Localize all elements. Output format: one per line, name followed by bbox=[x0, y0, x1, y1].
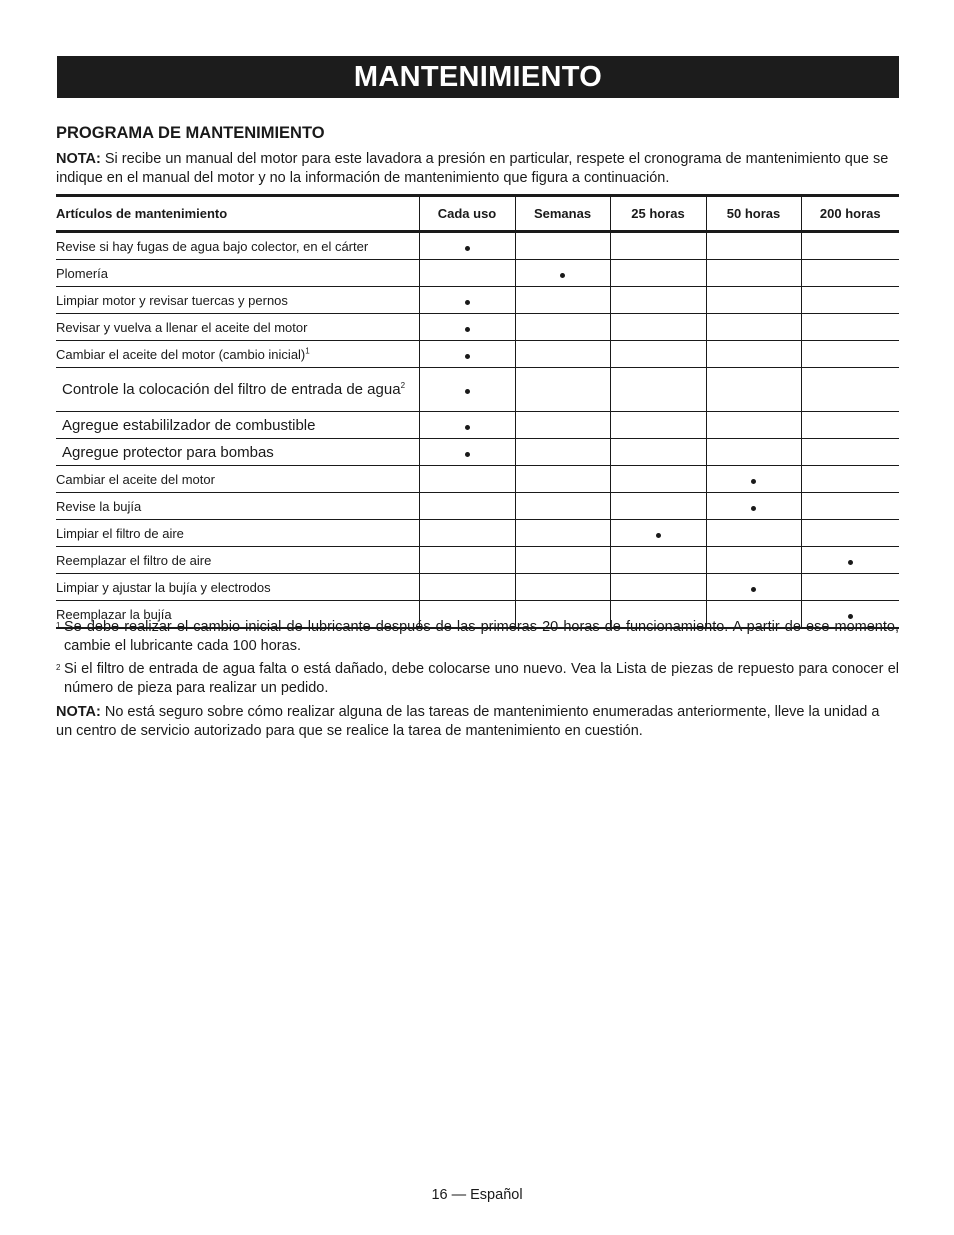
table-row bbox=[56, 547, 899, 574]
column-header-weeks: Semanas bbox=[515, 196, 610, 232]
schedule-cell bbox=[419, 287, 515, 314]
schedule-cell bbox=[706, 341, 801, 368]
service-note bbox=[56, 703, 898, 740]
bullet-mark-icon bbox=[751, 479, 756, 484]
schedule-cell bbox=[706, 232, 801, 260]
maintenance-item-label: Limpiar motor y revisar tuercas y pernos bbox=[56, 293, 288, 308]
table-row bbox=[56, 341, 899, 368]
footnote-reference: 2 bbox=[400, 381, 406, 390]
schedule-cell bbox=[419, 547, 515, 574]
bullet-mark-icon bbox=[465, 327, 470, 332]
footnote-marker: 2 bbox=[56, 663, 61, 672]
page-banner-title: MANTENIMIENTO bbox=[57, 56, 899, 98]
maintenance-item-cell bbox=[56, 287, 419, 314]
table-row bbox=[56, 466, 899, 493]
bullet-mark-icon bbox=[656, 533, 661, 538]
bullet-mark-icon bbox=[751, 587, 756, 592]
maintenance-item-cell bbox=[56, 574, 419, 601]
footnote-marker: 1 bbox=[56, 621, 61, 630]
schedule-cell bbox=[515, 574, 610, 601]
schedule-cell bbox=[610, 574, 706, 601]
maintenance-item-cell bbox=[56, 520, 419, 547]
table-row bbox=[56, 412, 899, 439]
schedule-cell bbox=[419, 260, 515, 287]
schedule-cell bbox=[419, 493, 515, 520]
bullet-mark-icon bbox=[560, 273, 565, 278]
bullet-mark-icon bbox=[465, 452, 470, 457]
schedule-cell bbox=[706, 260, 801, 287]
schedule-cell bbox=[706, 466, 801, 493]
note-text: Si recibe un manual del motor para este lavadora a presión en particular, respete el cronograma de mantenimiento que se indique en el manual del motor y no la información de mantenimiento que figura a continuación. bbox=[56, 151, 889, 186]
maintenance-item-label: Reemplazar la bujía bbox=[56, 607, 172, 622]
schedule-cell bbox=[610, 412, 706, 439]
bullet-mark-icon bbox=[465, 246, 470, 251]
schedule-cell bbox=[706, 412, 801, 439]
maintenance-item-cell bbox=[56, 466, 419, 493]
bullet-mark-icon bbox=[465, 389, 470, 394]
schedule-cell bbox=[515, 412, 610, 439]
schedule-cell bbox=[419, 574, 515, 601]
schedule-cell bbox=[801, 232, 899, 260]
schedule-cell bbox=[706, 520, 801, 547]
page-footer: 16 — Español bbox=[431, 1187, 523, 1203]
schedule-cell bbox=[610, 520, 706, 547]
column-header-item: Artículos de mantenimiento bbox=[56, 196, 419, 232]
maintenance-note bbox=[56, 150, 898, 187]
maintenance-item-label: Revise la bujía bbox=[56, 499, 142, 514]
schedule-cell bbox=[610, 368, 706, 412]
schedule-cell bbox=[515, 493, 610, 520]
schedule-cell bbox=[801, 341, 899, 368]
schedule-cell bbox=[801, 368, 899, 412]
schedule-cell bbox=[419, 341, 515, 368]
maintenance-item-label: Reemplazar el filtro de aire bbox=[56, 553, 212, 568]
schedule-cell bbox=[610, 439, 706, 466]
schedule-cell bbox=[801, 520, 899, 547]
maintenance-item-label: Revise si hay fugas de agua bajo colector, en el cárter bbox=[56, 239, 369, 254]
schedule-cell bbox=[801, 439, 899, 466]
maintenance-item-cell bbox=[56, 314, 419, 341]
schedule-cell bbox=[515, 341, 610, 368]
schedule-cell bbox=[801, 547, 899, 574]
schedule-cell bbox=[706, 439, 801, 466]
maintenance-item-label: Plomería bbox=[56, 266, 109, 281]
footnote-reference: 1 bbox=[305, 346, 310, 356]
table-row bbox=[56, 232, 899, 260]
footnote-2 bbox=[56, 660, 899, 698]
bullet-mark-icon bbox=[465, 425, 470, 430]
note-text: No está seguro sobre cómo realizar alguna de las tareas de mantenimiento enumeradas anteriormente, lleve la unidad a un centro de servicio autorizado para que se realice la tarea de mantenimiento en cuestión. bbox=[56, 704, 880, 739]
table-row bbox=[56, 520, 899, 547]
schedule-cell bbox=[801, 260, 899, 287]
schedule-cell bbox=[419, 368, 515, 412]
note-label: NOTA: bbox=[56, 151, 101, 167]
schedule-cell bbox=[706, 574, 801, 601]
schedule-cell bbox=[801, 287, 899, 314]
schedule-cell bbox=[610, 547, 706, 574]
schedule-cell bbox=[515, 466, 610, 493]
table-row bbox=[56, 493, 899, 520]
maintenance-item-cell bbox=[56, 260, 419, 287]
maintenance-item-label: Controle la colocación del filtro de entrada de agua bbox=[62, 381, 401, 398]
schedule-cell bbox=[610, 260, 706, 287]
maintenance-schedule-table bbox=[56, 194, 899, 629]
maintenance-item-label: Limpiar y ajustar la bujía y electrodos bbox=[56, 580, 271, 595]
schedule-cell bbox=[706, 314, 801, 341]
schedule-cell bbox=[515, 260, 610, 287]
schedule-cell bbox=[610, 341, 706, 368]
table-header-row bbox=[56, 196, 899, 232]
maintenance-item-label: Cambiar el aceite del motor bbox=[56, 472, 215, 487]
column-header-each-use: Cada uso bbox=[419, 196, 515, 232]
schedule-cell bbox=[801, 574, 899, 601]
bullet-mark-icon bbox=[465, 300, 470, 305]
schedule-cell bbox=[610, 287, 706, 314]
schedule-cell bbox=[419, 412, 515, 439]
schedule-cell bbox=[706, 547, 801, 574]
schedule-cell bbox=[515, 520, 610, 547]
schedule-cell bbox=[515, 232, 610, 260]
maintenance-item-cell bbox=[56, 368, 419, 412]
schedule-cell bbox=[515, 439, 610, 466]
table-body bbox=[56, 232, 899, 629]
schedule-cell bbox=[801, 466, 899, 493]
maintenance-item-label: Limpiar el filtro de aire bbox=[56, 526, 184, 541]
schedule-cell bbox=[610, 232, 706, 260]
schedule-cell bbox=[706, 493, 801, 520]
bullet-mark-icon bbox=[848, 560, 853, 565]
schedule-cell bbox=[801, 314, 899, 341]
table-row bbox=[56, 368, 899, 412]
maintenance-item-label: Agregue protector para bombas bbox=[62, 443, 274, 461]
schedule-cell bbox=[610, 466, 706, 493]
maintenance-item-cell bbox=[56, 412, 419, 439]
maintenance-item-label: Cambiar el aceite del motor (cambio inicial) bbox=[56, 347, 306, 362]
bullet-mark-icon bbox=[751, 506, 756, 511]
table-row bbox=[56, 260, 899, 287]
maintenance-item-cell bbox=[56, 341, 419, 368]
table-row bbox=[56, 314, 899, 341]
section-title: PROGRAMA DE MANTENIMIENTO bbox=[56, 124, 325, 142]
schedule-cell bbox=[610, 314, 706, 341]
footnote-1 bbox=[56, 618, 899, 656]
schedule-cell bbox=[515, 547, 610, 574]
schedule-cell bbox=[801, 493, 899, 520]
schedule-cell bbox=[706, 368, 801, 412]
column-header-200-hours: 200 horas bbox=[801, 196, 899, 232]
schedule-cell bbox=[419, 520, 515, 547]
schedule-cell bbox=[419, 314, 515, 341]
column-header-25-hours: 25 horas bbox=[610, 196, 706, 232]
maintenance-item-label: Revisar y vuelva a llenar el aceite del motor bbox=[56, 320, 308, 335]
schedule-cell bbox=[419, 466, 515, 493]
table-row bbox=[56, 439, 899, 466]
schedule-cell bbox=[515, 287, 610, 314]
schedule-cell bbox=[515, 368, 610, 412]
schedule-cell bbox=[610, 493, 706, 520]
table-row bbox=[56, 574, 899, 601]
footnote-text: Se debe realizar el cambio inicial de lubricante después de las primeras 20 horas de funcionamiento. A partir de ese momento, cambie el lubricante cada 100 horas. bbox=[64, 619, 899, 654]
maintenance-item-cell bbox=[56, 493, 419, 520]
maintenance-item-cell bbox=[56, 547, 419, 574]
schedule-cell bbox=[706, 287, 801, 314]
maintenance-item-cell bbox=[56, 439, 419, 466]
column-header-50-hours: 50 horas bbox=[706, 196, 801, 232]
schedule-cell bbox=[419, 232, 515, 260]
note-label: NOTA: bbox=[56, 704, 101, 720]
bullet-mark-icon bbox=[465, 354, 470, 359]
table-row bbox=[56, 287, 899, 314]
schedule-cell bbox=[419, 439, 515, 466]
schedule-cell bbox=[515, 314, 610, 341]
schedule-cell bbox=[801, 412, 899, 439]
maintenance-item-label: Agregue estabililzador de combustible bbox=[62, 416, 316, 434]
maintenance-item-cell bbox=[56, 232, 419, 260]
footnote-text: Si el filtro de entrada de agua falta o está dañado, debe colocarse uno nuevo. Vea la Lista de piezas de repuesto para conocer el número de pieza para realizar un pedido. bbox=[64, 661, 899, 696]
